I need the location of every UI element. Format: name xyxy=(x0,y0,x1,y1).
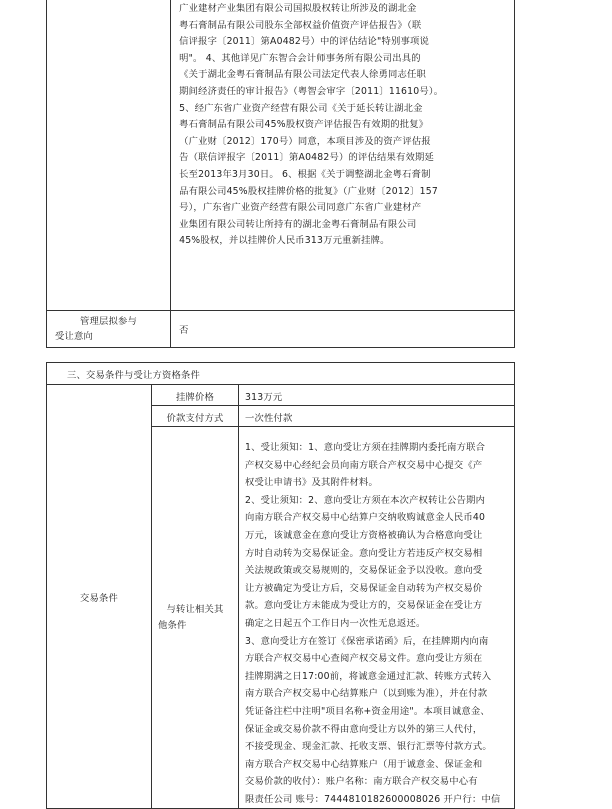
project-notes-line: 广业建材产业集团有限公司国拟股权转让所涉及的湖北金 xyxy=(179,3,417,14)
project-notes-line: 期间经济责任的审计报告》（粤智会审字〔2011〕11610号）。 xyxy=(179,85,444,97)
other-conditions-line: 3、意向受让方在签订《保密承诺函》后，在挂牌期内向南 xyxy=(245,635,489,647)
other-conditions-line: 限责任公司 账号：7444810182600008026 开户行：中信 xyxy=(245,793,501,805)
other-conditions-line: 确定之日起五个工作日内一次性无息返还。 xyxy=(245,617,426,629)
payment-method-value: 一次性付款 xyxy=(245,413,293,424)
other-conditions-line: 1、受让须知：1、意向受让方须在挂牌期内委托南方联合 xyxy=(245,442,486,453)
top-left-blank-cell xyxy=(47,0,171,311)
mgmt-participation-label-line1: 管理层拟参与 xyxy=(80,316,138,327)
other-conditions-line: 挂牌期满之日17:00前，将诚意金通过汇款、转账方式转入 xyxy=(245,670,492,682)
project-notes-line: （广业财〔2012〕170号）同意，本项目涉及的资产评估报 xyxy=(179,135,431,147)
other-conditions-line: 让方被确定为受让方后，交易保证金自动转为产权交易价 xyxy=(245,582,483,594)
listing-price-label-cell xyxy=(152,385,239,406)
other-conditions-line: 不接受现金、现金汇款、托收支票、银行汇票等付款方式。 xyxy=(245,741,492,753)
top-table xyxy=(46,0,515,348)
payment-method-label-cell xyxy=(152,406,239,427)
project-notes-line: 品有限公司45%股权挂牌价格的批复》（广业财〔2012〕157 xyxy=(179,185,438,197)
mgmt-participation-label-cell xyxy=(47,311,171,348)
mgmt-participation-label-line2: 受让意向 xyxy=(55,331,93,342)
other-conditions-line: 权受让申请书》及其附件材料。 xyxy=(245,477,378,489)
project-notes-line: 长至2013年3月30日。 6、根据《关于调整湖北金粤石膏制 xyxy=(179,168,431,180)
project-notes-line: 业集团有限公司转让所持有的湖北金粤石膏制品有限公司 xyxy=(179,218,417,230)
other-conditions-line: 方时自动转为交易保证金。意向受让方若违反产权交易相 xyxy=(245,547,483,559)
section-header-cell xyxy=(47,363,515,385)
other-conditions-line: 万元，该诚意金在意向受让方资格被确认为合格意向受让 xyxy=(245,529,483,541)
other-conditions-line: 产权交易中心经纪会员向南方联合产权交易中心提交《产 xyxy=(245,459,483,471)
other-conditions-line: 2、受让须知：2、意向受让方须在本次产权转让公告期内 xyxy=(245,494,486,506)
section-header: 三、交易条件与受让方资格条件 xyxy=(67,370,200,381)
other-conditions-line: 交易价款的收付）：账户名称：南方联合产权交易中心有 xyxy=(245,776,478,788)
other-conditions-value-cell xyxy=(239,427,515,809)
project-notes-line: 明"。 4、其他详见广东智合会计师事务所有限公司出具的 xyxy=(179,52,421,64)
listing-price-value: 313万元 xyxy=(245,392,283,403)
payment-method-label: 价款支付方式 xyxy=(166,413,224,424)
project-notes-line: 告（联信评报字〔2011〕第A0482号）的评估结果有效期延 xyxy=(179,152,434,164)
project-notes-line: 号），广东省广业资产经营有限公司同意广东省广业建材产 xyxy=(179,202,422,214)
project-notes-line: 粤石膏制品有限公司股东全部权益价值资产评估报告》（联 xyxy=(179,19,422,31)
transaction-conditions-label-cell xyxy=(47,385,152,809)
listing-price-value-cell xyxy=(239,385,515,406)
project-notes-line: 粤石膏制品有限公司45%股权资产评估报告有效期的批复》 xyxy=(179,119,429,131)
other-conditions-line: 南方联合产权交易中心结算账户（以到账为准），并在付款 xyxy=(245,688,488,700)
other-conditions-line: 款。意向受让方未能成为受让方的，交易保证金在受让方 xyxy=(245,600,483,612)
other-conditions-line: 方联合产权交易中心查阅产权交易文件。意向受让方须在 xyxy=(245,653,483,665)
project-notes-text xyxy=(179,1,506,250)
other-conditions-line: 保证金或交易价款不得由意向受让方以外的第三人代付， xyxy=(245,723,483,735)
other-conditions-line: 向南方联合产权交易中心结算户交纳收购诚意金人民币40 xyxy=(245,512,486,524)
mgmt-participation-value: 否 xyxy=(179,325,189,337)
transaction-conditions-table xyxy=(46,362,515,809)
other-conditions-label-cell xyxy=(152,427,239,809)
payment-method-value-cell xyxy=(239,406,515,427)
project-notes-line: 信评报字〔2011〕第A0482号）中的评估结论"特别事项说 xyxy=(179,36,429,48)
other-conditions-line: 关法规政策或交易规则的，交易保证金予以没收。意向受 xyxy=(245,565,483,577)
other-conditions-label-line2: 他条件 xyxy=(158,619,187,631)
other-conditions-line: 南方联合产权交易中心结算账户（用于诚意金、保证金和 xyxy=(245,758,483,770)
other-conditions-text xyxy=(245,439,508,808)
project-notes-cell xyxy=(171,0,515,311)
project-notes-line: 45%股权，并以挂牌价人民币313万元重新挂牌。 xyxy=(179,235,390,247)
project-notes-line: 5、经广东省广业资产经营有限公司《关于延长转让湖北金 xyxy=(179,102,423,114)
mgmt-participation-value-cell xyxy=(171,311,515,348)
other-conditions-line: 凭证备注栏中注明"项目名称+资金用途"。本项目诚意金、 xyxy=(245,705,490,717)
other-conditions-label-line1: 与转让相关其 xyxy=(166,603,224,615)
listing-price-label: 挂牌价格 xyxy=(176,392,214,403)
transaction-conditions-label: 交易条件 xyxy=(80,592,118,604)
project-notes-line: 《关于湖北金粤石膏制品有限公司法定代表人徐勇同志任职 xyxy=(179,69,426,81)
